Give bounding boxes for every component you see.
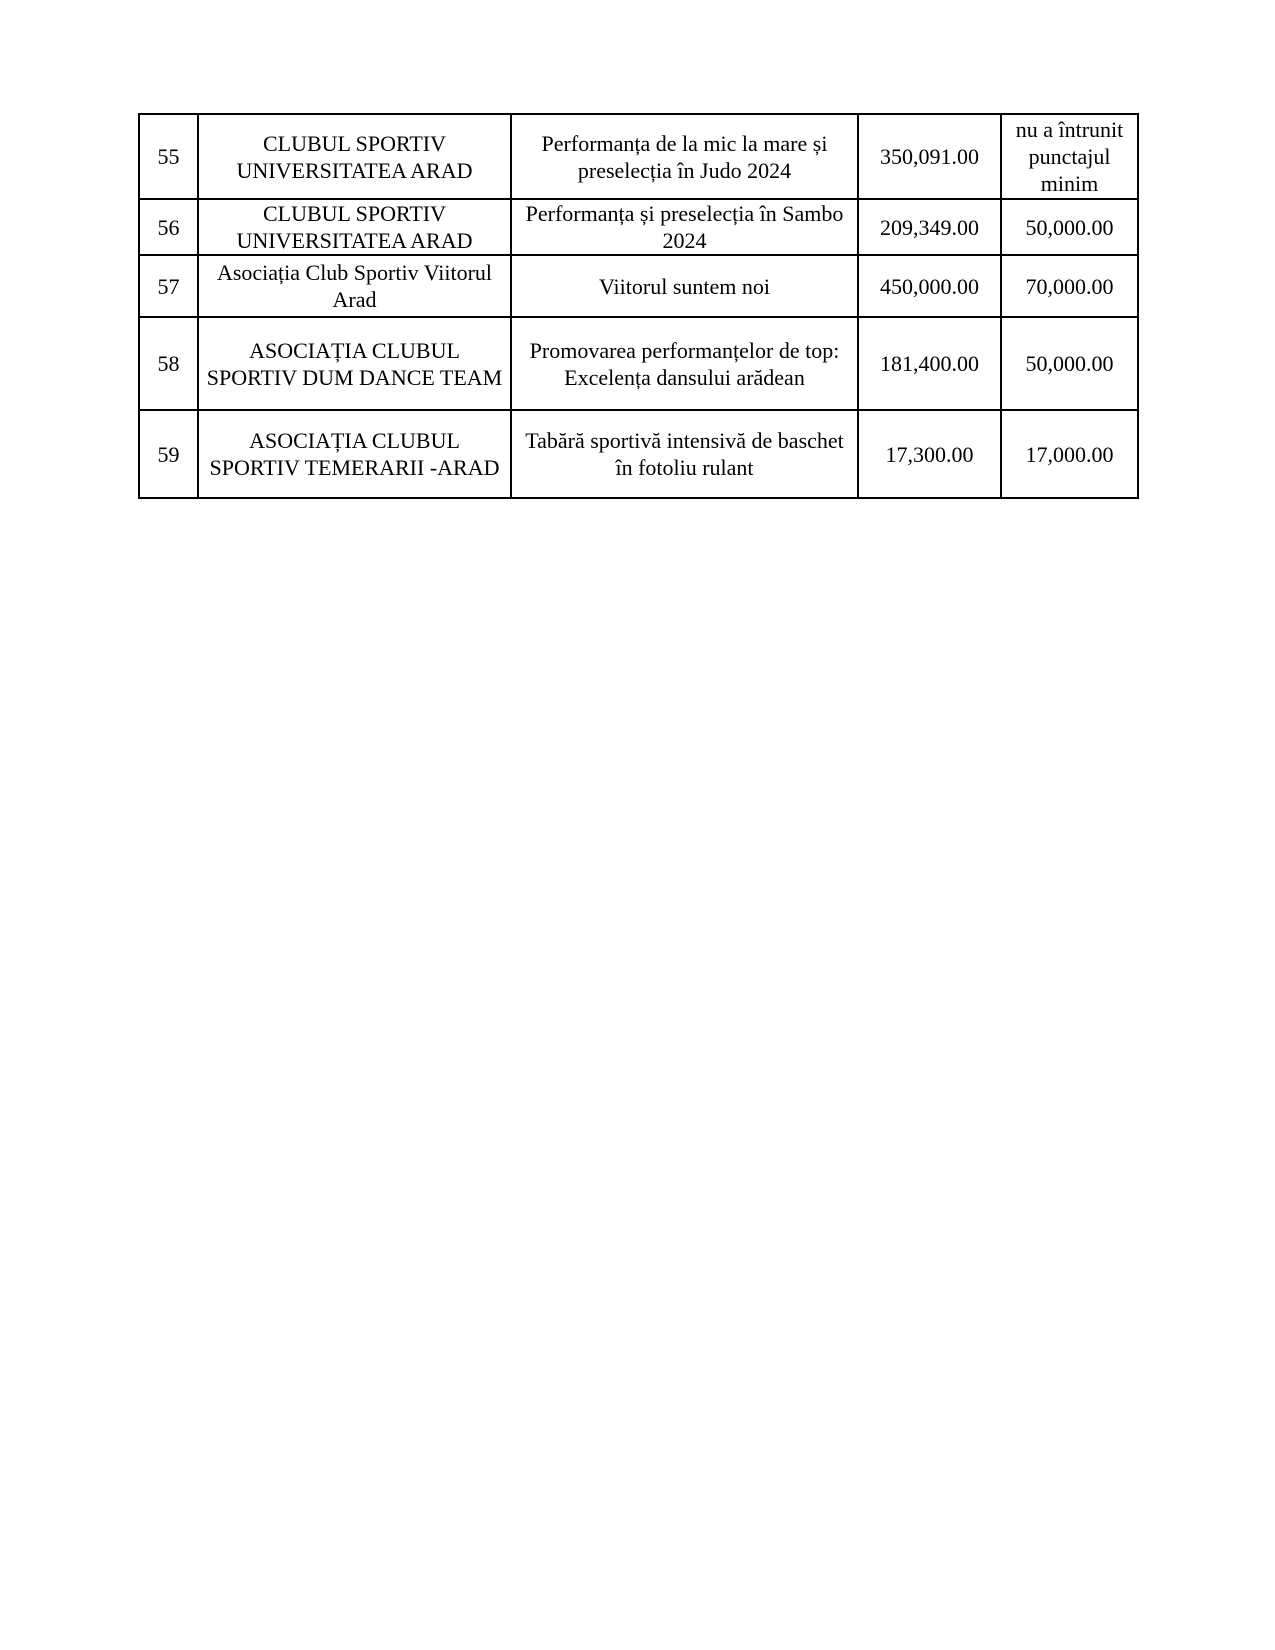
requested-amount: 209,349.00 (858, 199, 1001, 255)
table-row (139, 199, 1138, 255)
project-title: Tabără sportivă intensivă de baschet în fotoliu rulant (511, 410, 858, 498)
beneficiary-name: CLUBUL SPORTIV UNIVERSITATEA ARAD (198, 114, 511, 199)
beneficiary-name: CLUBUL SPORTIV UNIVERSITATEA ARAD (198, 199, 511, 255)
requested-amount: 450,000.00 (858, 255, 1001, 317)
row-number: 58 (139, 317, 198, 410)
requested-amount: 181,400.00 (858, 317, 1001, 410)
row-number: 59 (139, 410, 198, 498)
project-title: Viitorul suntem noi (511, 255, 858, 317)
granted-amount: 50,000.00 (1001, 199, 1138, 255)
table-row (139, 255, 1138, 317)
project-title: Promovarea performanțelor de top: Excelența dansului arădean (511, 317, 858, 410)
project-title: Performanța de la mic la mare și preselecția în Judo 2024 (511, 114, 858, 199)
table-row (139, 317, 1138, 410)
funding-table (138, 113, 1139, 499)
row-number: 57 (139, 255, 198, 317)
table-row (139, 410, 1138, 498)
granted-amount: 17,000.00 (1001, 410, 1138, 498)
beneficiary-name: ASOCIAȚIA CLUBUL SPORTIV TEMERARII -ARAD (198, 410, 511, 498)
row-number: 56 (139, 199, 198, 255)
beneficiary-name: Asociația Club Sportiv Viitorul Arad (198, 255, 511, 317)
row-number: 55 (139, 114, 198, 199)
project-title: Performanța și preselecția în Sambo 2024 (511, 199, 858, 255)
granted-amount: nu a întrunit punctajul minim (1001, 114, 1138, 199)
granted-amount: 70,000.00 (1001, 255, 1138, 317)
table-row (139, 114, 1138, 199)
beneficiary-name: ASOCIAȚIA CLUBUL SPORTIV DUM DANCE TEAM (198, 317, 511, 410)
requested-amount: 350,091.00 (858, 114, 1001, 199)
requested-amount: 17,300.00 (858, 410, 1001, 498)
granted-amount: 50,000.00 (1001, 317, 1138, 410)
